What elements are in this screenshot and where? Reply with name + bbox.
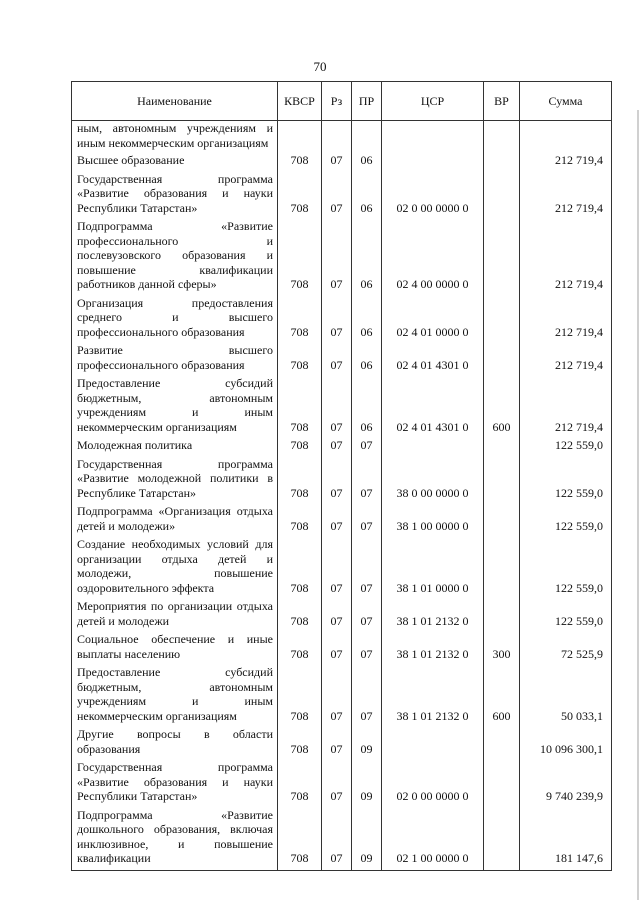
cell-kvsr: 708 bbox=[278, 632, 322, 665]
scan-edge-shadow bbox=[616, 0, 640, 905]
cell-rz: 07 bbox=[322, 457, 352, 505]
cell-sum: 122 559,0 bbox=[520, 438, 612, 457]
table-row bbox=[72, 457, 612, 505]
cell-csr: 38 1 01 2132 0 bbox=[382, 599, 484, 632]
table-row bbox=[72, 760, 612, 808]
cell-csr: 02 4 01 4301 0 bbox=[382, 376, 484, 438]
cell-csr: 38 1 01 0000 0 bbox=[382, 537, 484, 599]
cell-name: Развитие высшего профессионального образования bbox=[72, 343, 278, 376]
cell-csr: 02 4 00 0000 0 bbox=[382, 219, 484, 296]
cell-vr bbox=[484, 504, 520, 537]
cell-pr: 07 bbox=[352, 632, 382, 665]
cell-pr: 09 bbox=[352, 727, 382, 760]
cell-pr: 07 bbox=[352, 599, 382, 632]
cell-kvsr: 708 bbox=[278, 343, 322, 376]
cell-vr bbox=[484, 296, 520, 344]
cell-name: Молодежная политика bbox=[72, 438, 278, 457]
table-row bbox=[72, 296, 612, 344]
cell-kvsr: 708 bbox=[278, 219, 322, 296]
cell-pr: 06 bbox=[352, 219, 382, 296]
cell-kvsr: 708 bbox=[278, 296, 322, 344]
table-row bbox=[72, 219, 612, 296]
cell-rz: 07 bbox=[322, 665, 352, 727]
cell-pr: 07 bbox=[352, 457, 382, 505]
cell-csr: 38 1 01 2132 0 bbox=[382, 632, 484, 665]
page-number: 70 bbox=[313, 59, 327, 74]
cell-csr bbox=[382, 153, 484, 172]
table-row bbox=[72, 376, 612, 438]
header-rz: Рз bbox=[322, 82, 352, 121]
cell-vr bbox=[484, 808, 520, 871]
cell-name: Социальное обеспечение и иные выплаты населению bbox=[72, 632, 278, 665]
cell-vr: 300 bbox=[484, 632, 520, 665]
table-row bbox=[72, 438, 612, 457]
table-body bbox=[72, 121, 612, 871]
cell-name: Подпрограмма «Развитие профессионального и послевузовского образования и повышение квалификации работников данной сферы» bbox=[72, 219, 278, 296]
cell-csr: 02 4 01 0000 0 bbox=[382, 296, 484, 344]
table-row bbox=[72, 343, 612, 376]
header-kvsr: КВСР bbox=[278, 82, 322, 121]
cell-kvsr: 708 bbox=[278, 599, 322, 632]
cell-pr: 07 bbox=[352, 665, 382, 727]
cell-pr: 09 bbox=[352, 760, 382, 808]
cell-sum bbox=[520, 121, 612, 154]
cell-sum: 50 033,1 bbox=[520, 665, 612, 727]
table-row bbox=[72, 632, 612, 665]
cell-kvsr: 708 bbox=[278, 153, 322, 172]
cell-name: Подпрограмма «Организация отдыха детей и молодежи» bbox=[72, 504, 278, 537]
cell-rz: 07 bbox=[322, 537, 352, 599]
cell-vr bbox=[484, 219, 520, 296]
cell-rz: 07 bbox=[322, 808, 352, 871]
cell-csr bbox=[382, 121, 484, 154]
table-row bbox=[72, 808, 612, 871]
cell-rz: 07 bbox=[322, 632, 352, 665]
cell-rz: 07 bbox=[322, 727, 352, 760]
cell-sum: 181 147,6 bbox=[520, 808, 612, 871]
cell-vr: 600 bbox=[484, 665, 520, 727]
cell-kvsr: 708 bbox=[278, 457, 322, 505]
cell-pr: 07 bbox=[352, 438, 382, 457]
cell-csr: 02 0 00 0000 0 bbox=[382, 760, 484, 808]
budget-table bbox=[71, 81, 612, 871]
cell-sum: 72 525,9 bbox=[520, 632, 612, 665]
cell-sum: 212 719,4 bbox=[520, 172, 612, 220]
cell-name: ным, автономным учреждениям и иным некоммерческим организациям bbox=[72, 121, 278, 154]
cell-name: Высшее образование bbox=[72, 153, 278, 172]
cell-csr: 02 1 00 0000 0 bbox=[382, 808, 484, 871]
cell-rz: 07 bbox=[322, 599, 352, 632]
table-row bbox=[72, 504, 612, 537]
cell-csr: 02 0 00 0000 0 bbox=[382, 172, 484, 220]
cell-vr bbox=[484, 172, 520, 220]
cell-pr: 07 bbox=[352, 537, 382, 599]
cell-kvsr: 708 bbox=[278, 808, 322, 871]
cell-pr: 06 bbox=[352, 376, 382, 438]
cell-name: Государственная программа «Развитие образования и науки Республики Татарстан» bbox=[72, 760, 278, 808]
cell-sum: 122 559,0 bbox=[520, 599, 612, 632]
table-row bbox=[72, 537, 612, 599]
cell-rz: 07 bbox=[322, 296, 352, 344]
cell-name: Создание необходимых условий для организации отдыха детей и молодежи, повышение оздоровительного эффекта bbox=[72, 537, 278, 599]
cell-rz: 07 bbox=[322, 343, 352, 376]
cell-kvsr: 708 bbox=[278, 665, 322, 727]
cell-name: Предоставление субсидий бюджетным, автономным учреждениям и иным некоммерческим организациям bbox=[72, 376, 278, 438]
table-row bbox=[72, 172, 612, 220]
cell-vr bbox=[484, 121, 520, 154]
header-sum: Сумма bbox=[520, 82, 612, 121]
cell-pr: 07 bbox=[352, 504, 382, 537]
cell-kvsr: 708 bbox=[278, 438, 322, 457]
cell-kvsr: 708 bbox=[278, 376, 322, 438]
cell-sum: 212 719,4 bbox=[520, 296, 612, 344]
cell-vr bbox=[484, 727, 520, 760]
cell-csr: 02 4 01 4301 0 bbox=[382, 343, 484, 376]
cell-rz: 07 bbox=[322, 153, 352, 172]
header-vr: ВР bbox=[484, 82, 520, 121]
cell-vr bbox=[484, 343, 520, 376]
cell-csr: 38 1 00 0000 0 bbox=[382, 504, 484, 537]
cell-kvsr: 708 bbox=[278, 504, 322, 537]
cell-pr: 06 bbox=[352, 343, 382, 376]
table-row bbox=[72, 599, 612, 632]
cell-rz: 07 bbox=[322, 760, 352, 808]
cell-rz: 07 bbox=[322, 219, 352, 296]
cell-pr bbox=[352, 121, 382, 154]
header-csr: ЦСР bbox=[382, 82, 484, 121]
cell-sum: 9 740 239,9 bbox=[520, 760, 612, 808]
cell-vr bbox=[484, 153, 520, 172]
cell-rz: 07 bbox=[322, 376, 352, 438]
cell-sum: 122 559,0 bbox=[520, 537, 612, 599]
table-row-continuation bbox=[72, 121, 612, 154]
cell-csr bbox=[382, 438, 484, 457]
table-row bbox=[72, 727, 612, 760]
table-row bbox=[72, 665, 612, 727]
cell-csr: 38 0 00 0000 0 bbox=[382, 457, 484, 505]
cell-name: Организация предоставления среднего и высшего профессионального образования bbox=[72, 296, 278, 344]
cell-pr: 06 bbox=[352, 153, 382, 172]
cell-rz: 07 bbox=[322, 438, 352, 457]
cell-vr: 600 bbox=[484, 376, 520, 438]
header-pr: ПР bbox=[352, 82, 382, 121]
cell-vr bbox=[484, 438, 520, 457]
table-row bbox=[72, 153, 612, 172]
cell-name: Государственная программа «Развитие образования и науки Республики Татарстан» bbox=[72, 172, 278, 220]
cell-sum: 212 719,4 bbox=[520, 343, 612, 376]
cell-sum: 122 559,0 bbox=[520, 457, 612, 505]
cell-name: Подпрограмма «Развитие дошкольного образования, включая инклюзивное, и повышение квалификации bbox=[72, 808, 278, 871]
cell-pr: 06 bbox=[352, 172, 382, 220]
cell-kvsr: 708 bbox=[278, 760, 322, 808]
cell-vr bbox=[484, 599, 520, 632]
cell-rz: 07 bbox=[322, 504, 352, 537]
cell-sum: 122 559,0 bbox=[520, 504, 612, 537]
cell-kvsr: 708 bbox=[278, 537, 322, 599]
cell-kvsr bbox=[278, 121, 322, 154]
cell-vr bbox=[484, 760, 520, 808]
cell-sum: 212 719,4 bbox=[520, 376, 612, 438]
cell-pr: 09 bbox=[352, 808, 382, 871]
cell-name: Государственная программа «Развитие молодежной политики в Республике Татарстан» bbox=[72, 457, 278, 505]
cell-csr bbox=[382, 727, 484, 760]
cell-vr bbox=[484, 537, 520, 599]
budget-table-container bbox=[71, 81, 611, 871]
cell-name: Другие вопросы в области образования bbox=[72, 727, 278, 760]
cell-sum: 212 719,4 bbox=[520, 153, 612, 172]
cell-rz bbox=[322, 121, 352, 154]
cell-sum: 10 096 300,1 bbox=[520, 727, 612, 760]
cell-pr: 06 bbox=[352, 296, 382, 344]
cell-rz: 07 bbox=[322, 172, 352, 220]
cell-kvsr: 708 bbox=[278, 727, 322, 760]
cell-kvsr: 708 bbox=[278, 172, 322, 220]
cell-name: Предоставление субсидий бюджетным, автономным учреждениям и иным некоммерческим организациям bbox=[72, 665, 278, 727]
table-header-row bbox=[72, 82, 612, 121]
cell-name: Мероприятия по организации отдыха детей и молодежи bbox=[72, 599, 278, 632]
cell-csr: 38 1 01 2132 0 bbox=[382, 665, 484, 727]
header-name: Наименование bbox=[72, 82, 278, 121]
cell-sum: 212 719,4 bbox=[520, 219, 612, 296]
cell-vr bbox=[484, 457, 520, 505]
